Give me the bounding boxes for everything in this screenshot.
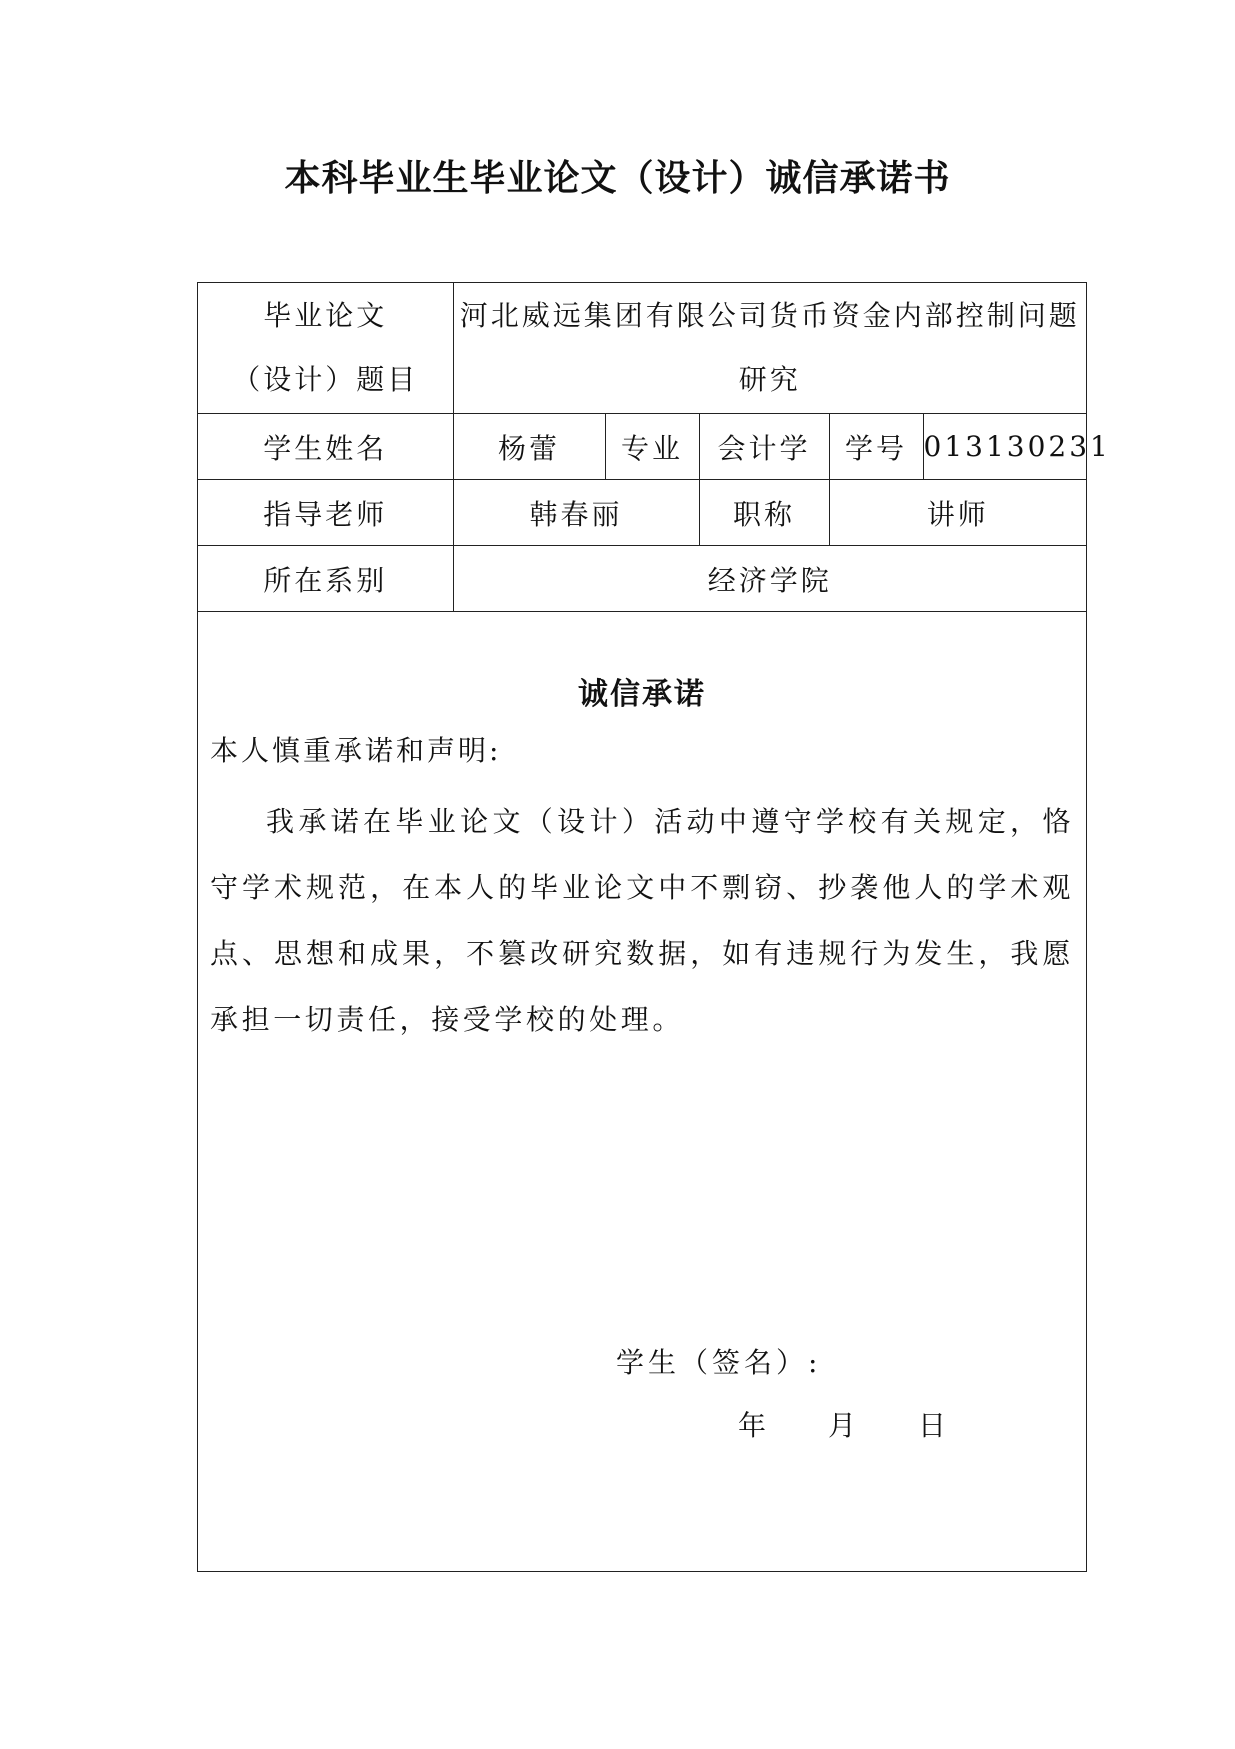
date-line	[738, 1404, 946, 1444]
date-day: 日	[918, 1409, 947, 1442]
advisor-label: 指导老师	[198, 480, 453, 546]
signature-label: 学生（签名）:	[616, 1346, 822, 1379]
major-label: 专业	[605, 414, 699, 480]
thesis-title-row	[198, 283, 1086, 414]
thesis-title-label-line1: 毕业论文	[263, 299, 388, 332]
pledge-intro: 本人慎重承诺和声明:	[210, 734, 502, 767]
student-id-label: 学号	[829, 414, 923, 480]
department-label: 所在系别	[198, 546, 453, 612]
thesis-title-label	[198, 283, 453, 414]
thesis-title-value: 河北威远集团有限公司货币资金内部控制问题研究	[453, 283, 1086, 414]
pledge-heading: 诚信承诺	[578, 677, 706, 712]
advisor-title-label: 职称	[699, 480, 829, 546]
student-name-label: 学生姓名	[198, 414, 453, 480]
student-row	[198, 414, 1086, 480]
major-value: 会计学	[699, 414, 829, 480]
date-month: 月	[828, 1409, 857, 1442]
student-name-value: 杨蕾	[453, 414, 605, 480]
advisor-row	[198, 480, 1086, 546]
department-value: 经济学院	[453, 546, 1086, 612]
pledge-body: 我承诺在毕业论文（设计）活动中遵守学校有关规定，恪守学术规范，在本人的毕业论文中不剽窃、抄袭他人的学术观点、思想和成果，不篡改研究数据，如有违规行为发生，我愿承担一切责任，接受学校的处理。	[210, 805, 1074, 1036]
advisor-title-value: 讲师	[829, 480, 1086, 546]
date-year: 年	[738, 1409, 767, 1442]
department-row	[198, 546, 1086, 612]
document-title: 本科毕业生毕业论文（设计）诚信承诺书	[284, 158, 951, 199]
advisor-value: 韩春丽	[453, 480, 699, 546]
pledge-section	[198, 611, 1086, 1571]
pledge-form	[197, 282, 1111, 1572]
student-id-value: 013130231	[923, 414, 1086, 480]
thesis-title-label-line2: （设计）题目	[232, 363, 419, 396]
info-table	[198, 283, 1111, 612]
